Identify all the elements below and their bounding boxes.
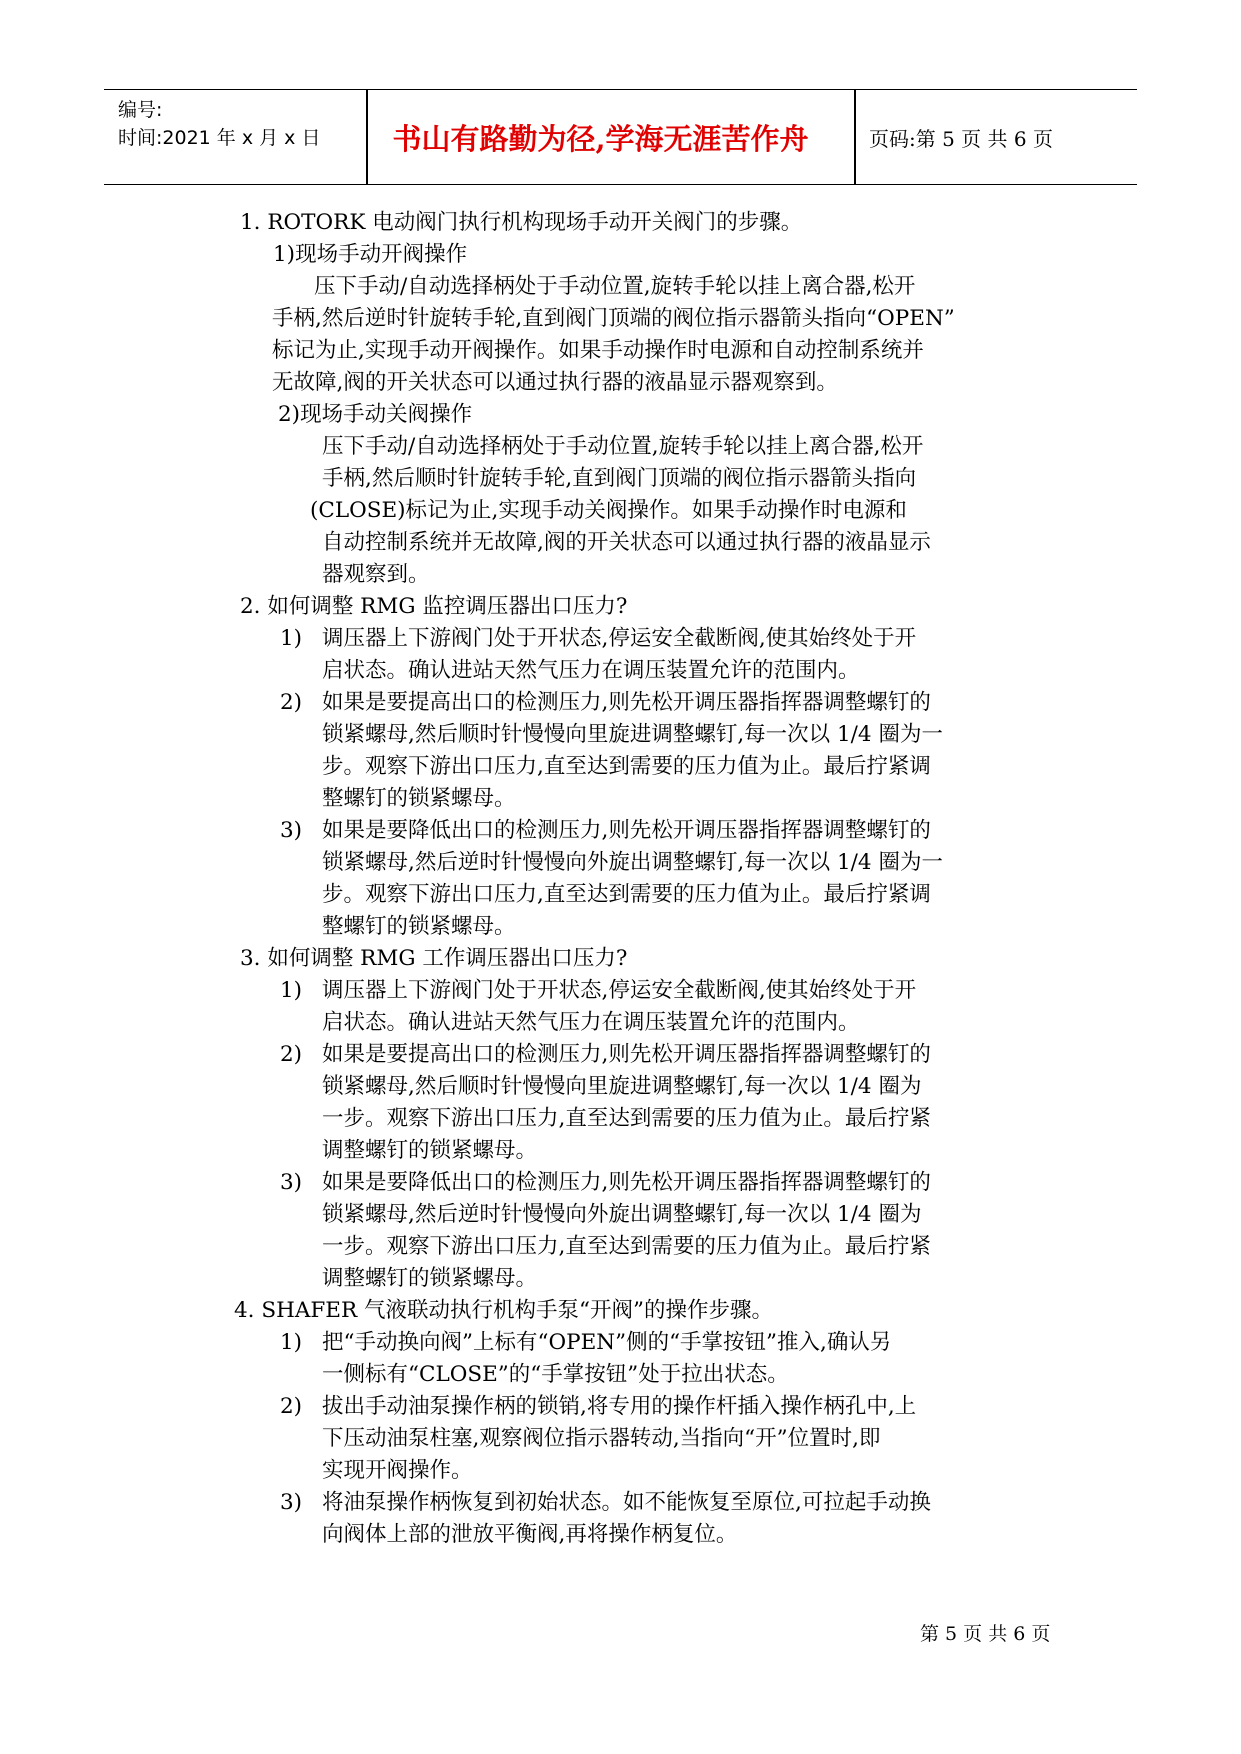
- list-item-line: 向阀体上部的泄放平衡阀,再将操作柄复位。: [322, 1522, 738, 1547]
- list-item-line: 调压器上下游阀门处于开状态,停运安全截断阀,使其始终处于开: [322, 978, 917, 1003]
- list-item-line: 如果是要提高出口的检测压力,则先松开调压器指挥器调整螺钉的: [322, 1042, 931, 1067]
- list-number: 1): [280, 626, 303, 651]
- number-label: 编号:: [118, 99, 163, 121]
- list-number: 2): [280, 1394, 303, 1419]
- list-number: 1): [280, 1330, 303, 1355]
- header-meta: [118, 96, 320, 152]
- list-item-line: 整螺钉的锁紧螺母。: [322, 786, 516, 811]
- list-item-line: 如果是要提高出口的检测压力,则先松开调压器指挥器调整螺钉的: [322, 690, 931, 715]
- list-item-line: 启状态。确认进站天然气压力在调压装置允许的范围内。: [322, 658, 860, 683]
- list-item-line: 下压动油泵柱塞,观察阀位指示器转动,当指向“开”位置时,即: [322, 1426, 881, 1451]
- paragraph-line: 手柄,然后顺时针旋转手轮,直到阀门顶端的阀位指示器箭头指向: [322, 466, 917, 491]
- time-label: 时间:2021 年 x 月 x 日: [118, 127, 321, 149]
- list-item-line: 如果是要降低出口的检测压力,则先松开调压器指挥器调整螺钉的: [322, 818, 931, 843]
- list-number: 1): [280, 978, 303, 1003]
- header-page-label: 页码:第 5 页 共 6 页: [869, 126, 1053, 151]
- list-number: 3): [280, 1490, 303, 1515]
- paragraph-line: 标记为止,实现手动开阀操作。如果手动操作时电源和自动控制系统并: [272, 338, 924, 363]
- header-motto: 书山有路勤为径,学海无涯苦作舟: [392, 121, 809, 156]
- list-item-line: 拔出手动油泵操作柄的锁销,将专用的操作杆插入操作柄孔中,上: [322, 1394, 917, 1419]
- header-divider: [854, 90, 856, 184]
- paragraph-line: 手柄,然后逆时针旋转手轮,直到阀门顶端的阀位指示器箭头指向“OPEN”: [272, 306, 955, 331]
- list-item-line: 将油泵操作柄恢复到初始状态。如不能恢复至原位,可拉起手动换: [322, 1490, 931, 1515]
- paragraph-line: 无故障,阀的开关状态可以通过执行器的液晶显示器观察到。: [272, 370, 838, 395]
- list-number: 2): [280, 1042, 303, 1067]
- subheading: 1)现场手动开阀操作: [273, 242, 468, 267]
- list-item-line: 步。观察下游出口压力,直至达到需要的压力值为止。最后拧紧调: [322, 882, 931, 907]
- list-item-line: 步。观察下游出口压力,直至达到需要的压力值为止。最后拧紧调: [322, 754, 931, 779]
- page-footer: 第 5 页 共 6 页: [920, 1623, 1051, 1645]
- paragraph-line: 压下手动/自动选择柄处于手动位置,旋转手轮以挂上离合器,松开: [314, 274, 916, 299]
- list-item-line: 调整螺钉的锁紧螺母。: [322, 1138, 538, 1163]
- list-number: 3): [280, 1170, 303, 1195]
- section-heading: 2. 如何调整 RMG 监控调压器出口压力?: [240, 594, 628, 619]
- list-item-line: 调整螺钉的锁紧螺母。: [322, 1266, 538, 1291]
- section-heading: 3. 如何调整 RMG 工作调压器出口压力?: [240, 946, 628, 971]
- list-item-line: 锁紧螺母,然后顺时针慢慢向里旋进调整螺钉,每一次以 1/4 圈为: [322, 1074, 922, 1099]
- list-number: 2): [280, 690, 303, 715]
- list-number: 3): [280, 818, 303, 843]
- paragraph-line: (CLOSE)标记为止,实现手动关阀操作。如果手动操作时电源和: [310, 498, 907, 523]
- document-header: [104, 89, 1137, 185]
- list-item-line: 一步。观察下游出口压力,直至达到需要的压力值为止。最后拧紧: [322, 1106, 931, 1131]
- list-item-line: 锁紧螺母,然后逆时针慢慢向外旋出调整螺钉,每一次以 1/4 圈为一: [322, 850, 943, 875]
- list-item-line: 锁紧螺母,然后顺时针慢慢向里旋进调整螺钉,每一次以 1/4 圈为一: [322, 722, 943, 747]
- list-item-line: 把“手动换向阀”上标有“OPEN”侧的“手掌按钮”推入,确认另: [322, 1330, 892, 1355]
- paragraph-line: 自动控制系统并无故障,阀的开关状态可以通过执行器的液晶显示: [322, 530, 931, 555]
- section-heading: 1. ROTORK 电动阀门执行机构现场手动开关阀门的步骤。: [240, 210, 803, 235]
- list-item-line: 如果是要降低出口的检测压力,则先松开调压器指挥器调整螺钉的: [322, 1170, 931, 1195]
- list-item-line: 一侧标有“CLOSE”的“手掌按钮”处于拉出状态。: [322, 1362, 789, 1387]
- list-item-line: 实现开阀操作。: [322, 1458, 473, 1483]
- list-item-line: 锁紧螺母,然后逆时针慢慢向外旋出调整螺钉,每一次以 1/4 圈为: [322, 1202, 922, 1227]
- list-item-line: 启状态。确认进站天然气压力在调压装置允许的范围内。: [322, 1010, 860, 1035]
- list-item-line: 整螺钉的锁紧螺母。: [322, 914, 516, 939]
- subheading: 2)现场手动关阀操作: [278, 402, 473, 427]
- list-item-line: 一步。观察下游出口压力,直至达到需要的压力值为止。最后拧紧: [322, 1234, 931, 1259]
- list-item-line: 调压器上下游阀门处于开状态,停运安全截断阀,使其始终处于开: [322, 626, 917, 651]
- paragraph-line: 压下手动/自动选择柄处于手动位置,旋转手轮以挂上离合器,松开: [322, 434, 924, 459]
- paragraph-line: 器观察到。: [322, 562, 430, 587]
- section-heading: 4. SHAFER 气液联动执行机构手泵“开阀”的操作步骤。: [234, 1298, 773, 1323]
